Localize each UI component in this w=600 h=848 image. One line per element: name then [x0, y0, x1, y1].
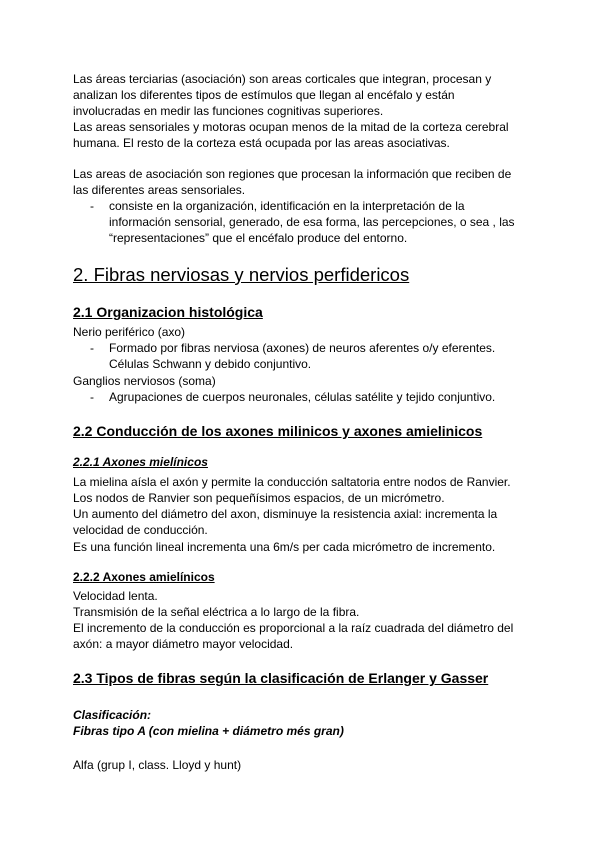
paragraph-line: velocidad de conducción.: [73, 523, 208, 537]
paragraph-line: Velocidad lenta.: [73, 589, 158, 603]
subsubsection-heading: 2.2.2 Axones amielínicos: [73, 570, 215, 584]
classification-label: Clasificación:: [73, 708, 152, 722]
bullet-line: Agrupaciones de cuerpos neuronales, células satélite y tejido conjuntivo.: [109, 390, 496, 404]
bullet-dash: -: [90, 341, 94, 355]
paragraph-line: las diferentes areas sensoriales.: [73, 183, 246, 197]
paragraph-line: Transmisión de la señal eléctrica a lo largo de la fibra.: [73, 605, 360, 619]
paragraph-line: Alfa (grup I, class. Lloyd y hunt): [73, 758, 242, 772]
subsection-heading: 2.1 Organizacion histológica: [73, 304, 263, 320]
bullet-line: “representaciones” que el encéfalo produce del entorno.: [109, 231, 408, 245]
paragraph-line: El incremento de la conducción es proporcional a la raíz cuadrada del diámetro del: [73, 621, 514, 635]
paragraph-line: axón: a mayor diámetro mayor velocidad.: [73, 637, 294, 651]
bullet-dash: -: [90, 390, 94, 404]
bullet-line: consiste en la organización, identificación en la interpretación de la: [109, 199, 465, 213]
bullet-line: Formado por fibras nerviosa (axones) de neuros aferentes o/y eferentes.: [109, 341, 496, 355]
subsection-heading: 2.3 Tipos de fibras según la clasificación de Erlanger y Gasser: [73, 670, 489, 686]
paragraph-line: Las areas sensoriales y motoras ocupan menos de la mitad de la corteza cerebral: [73, 120, 509, 134]
paragraph-line: Un aumento del diámetro del axon, disminuye la resistencia axial: incrementa la: [73, 507, 498, 521]
paragraph-line: Las áreas terciarias (asociación) son areas corticales que integran, procesan y: [73, 72, 492, 86]
section-heading: 2. Fibras nerviosas y nervios perfidericos: [73, 264, 410, 285]
paragraph-line: Nerio periférico (axo): [73, 325, 186, 339]
paragraph-line: La mielina aísla el axón y permite la conducción saltatoria entre nodos de Ranvier.: [73, 475, 511, 489]
paragraph-line: Ganglios nerviosos (soma): [73, 374, 216, 388]
paragraph-line: involucradas en medir las funciones cognitivas superiores.: [73, 104, 384, 118]
paragraph-line: humana. El resto de la corteza está ocupada por las areas asociativas.: [73, 136, 450, 150]
paragraph-line: Los nodos de Ranvier son pequeñísimos espacios, de un micrómetro.: [73, 491, 445, 505]
bullet-line: información sensorial, generado, de esa forma, las percepciones, o sea , las: [109, 215, 515, 229]
paragraph-line: Es una función lineal incrementa una 6m/s per cada micrómetro de incremento.: [73, 540, 496, 554]
paragraph-line: analizan los diferentes tipos de estímulos que llegan al encéfalo y están: [73, 88, 455, 102]
subsubsection-heading: 2.2.1 Axones mielínicos: [73, 455, 208, 469]
paragraph-line: Las areas de asociación son regiones que procesan la información que reciben de: [73, 167, 512, 181]
bullet-dash: -: [90, 199, 94, 213]
bullet-line: Células Schwann y debido conjuntivo.: [109, 357, 312, 371]
subsection-heading: 2.2 Conducción de los axones milinicos y axones amielinicos: [73, 423, 483, 439]
fiber-type-label: Fibras tipo A (con mielina + diámetro més gran): [73, 724, 344, 738]
